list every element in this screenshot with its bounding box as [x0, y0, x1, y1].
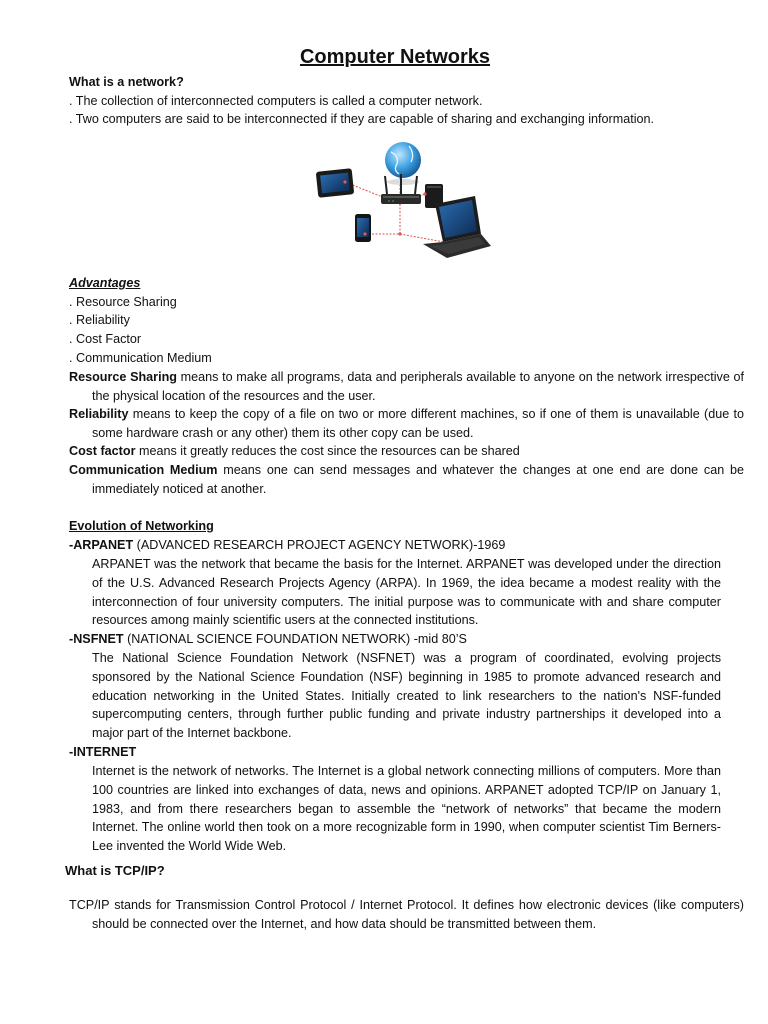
evolution-entry-body: ARPANET was the network that became the basis for the Internet. ARPANET was developed under the direction of the U.S. Advanced Research Projects Agency (ARPA). In 1969, the idea became a modest reality with the interconnection of four university computers. The initial purpose was to communicate with and share computer resources among mainly scientific users at the connected institutions.: [92, 557, 721, 628]
router-icon: [381, 174, 421, 204]
advantage-item: . Resource Sharing: [69, 295, 177, 309]
definition-communication-medium: [69, 461, 744, 499]
evolution-entry-title: [69, 630, 467, 649]
entry-term: -ARPANET: [69, 538, 134, 552]
network-heading: What is a network?: [69, 75, 184, 89]
evolution-entry-body: Internet is the network of networks. The Internet is a global network connecting millions of computers. More than 100 countries are linked into exchanges of data, news and opinions. ARPANET adopted TCP/IP on January 1, 1983, and from there researchers began to assemble the “network of networks” that became the modern Internet. The online world then took on a more recognizable form in 1990, when computer scientist Tim Berners-Lee invented the World Wide Web.: [92, 764, 721, 854]
globe-icon: [385, 142, 421, 185]
tcpip-text: TCP/IP stands for Transmission Control Protocol / Internet Protocol. It defines how electronic devices (like computers) should be connected over the Internet, and how data should be transmitted between them.: [69, 898, 744, 931]
definition-term: Resource Sharing: [69, 370, 177, 384]
entry-subtitle: (NATIONAL SCIENCE FOUNDATION NETWORK) -mid 80’S: [123, 632, 467, 646]
page-title: Computer Networks: [299, 46, 491, 68]
definition-text: means to keep the copy of a file on two or more different machines, so if one of them is unavailable (due to some hardware crash or any other) them its other copy can be used.: [92, 407, 744, 440]
entry-term: -NSFNET: [69, 632, 124, 646]
advantages-heading: Advantages: [69, 276, 141, 290]
entry-term: -INTERNET: [69, 745, 137, 759]
advantage-item: . Cost Factor: [69, 332, 142, 346]
phone-icon: [355, 214, 371, 242]
evolution-entry-title: [69, 536, 505, 555]
network-line-2: . Two computers are said to be interconnected if they are capable of sharing and exchanging information.: [69, 112, 655, 126]
network-illustration: [305, 134, 495, 268]
definition-reliability: [69, 405, 744, 443]
definition-text: means one can send messages and whatever the changes at one end are done can be immediately noticed at another.: [92, 463, 744, 496]
definition-term: Communication Medium: [69, 463, 218, 477]
definition-text: means it greatly reduces the cost since the resources can be shared: [135, 444, 520, 458]
network-line-1: . The collection of interconnected computers is called a computer network.: [69, 94, 483, 108]
tablet-icon: [316, 168, 355, 198]
evolution-entry-title: [69, 743, 136, 762]
advantage-item: . Communication Medium: [69, 351, 212, 365]
definition-resource-sharing: [69, 368, 744, 406]
tcpip-heading: What is TCP/IP?: [65, 863, 165, 878]
definition-term: Reliability: [69, 407, 129, 421]
definition-cost-factor: [69, 442, 744, 461]
evolution-heading: Evolution of Networking: [69, 519, 214, 533]
definition-text: means to make all programs, data and peripherals available to anyone on the network irrespective of the physical location of the resources and the user.: [92, 370, 744, 403]
entry-subtitle: (ADVANCED RESEARCH PROJECT AGENCY NETWORK)-1969: [133, 538, 506, 552]
definition-term: Cost factor: [69, 444, 136, 458]
evolution-entry-body: The National Science Foundation Network (NSFNET) was a program of coordinated, evolving projects sponsored by the National Science Foundation (NSF) beginning in 1985 to promote advanced research and education networking in the United States. Initially created to link researchers to the nation's NSF-funded supercomputing centers, through further public funding and private industry partnerships it developed into a major part of the Internet backbone.: [92, 651, 721, 741]
advantage-item: . Reliability: [69, 313, 130, 327]
